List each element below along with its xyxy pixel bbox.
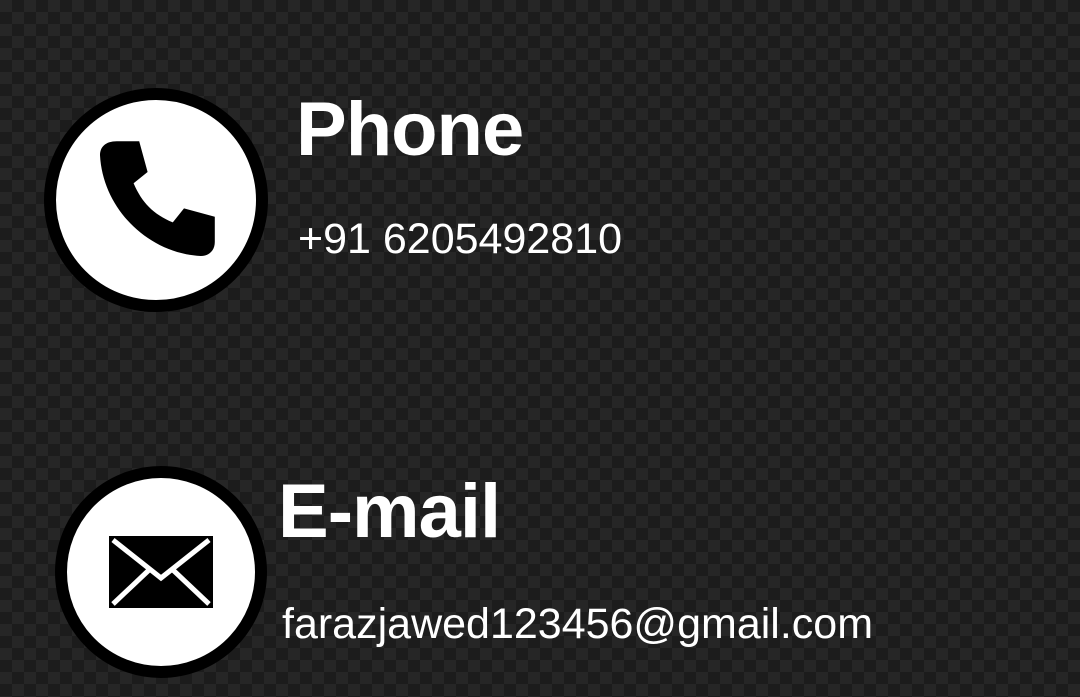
phone-icon-badge[interactable] xyxy=(44,88,268,312)
envelope-icon xyxy=(109,536,213,608)
phone-icon xyxy=(86,130,226,270)
email-address[interactable]: farazjawed123456@gmail.com xyxy=(282,600,874,648)
phone-number[interactable]: +91 6205492810 xyxy=(298,215,623,263)
email-title: E-mail xyxy=(278,469,501,554)
phone-title: Phone xyxy=(296,87,524,172)
email-icon-badge[interactable] xyxy=(55,466,267,678)
